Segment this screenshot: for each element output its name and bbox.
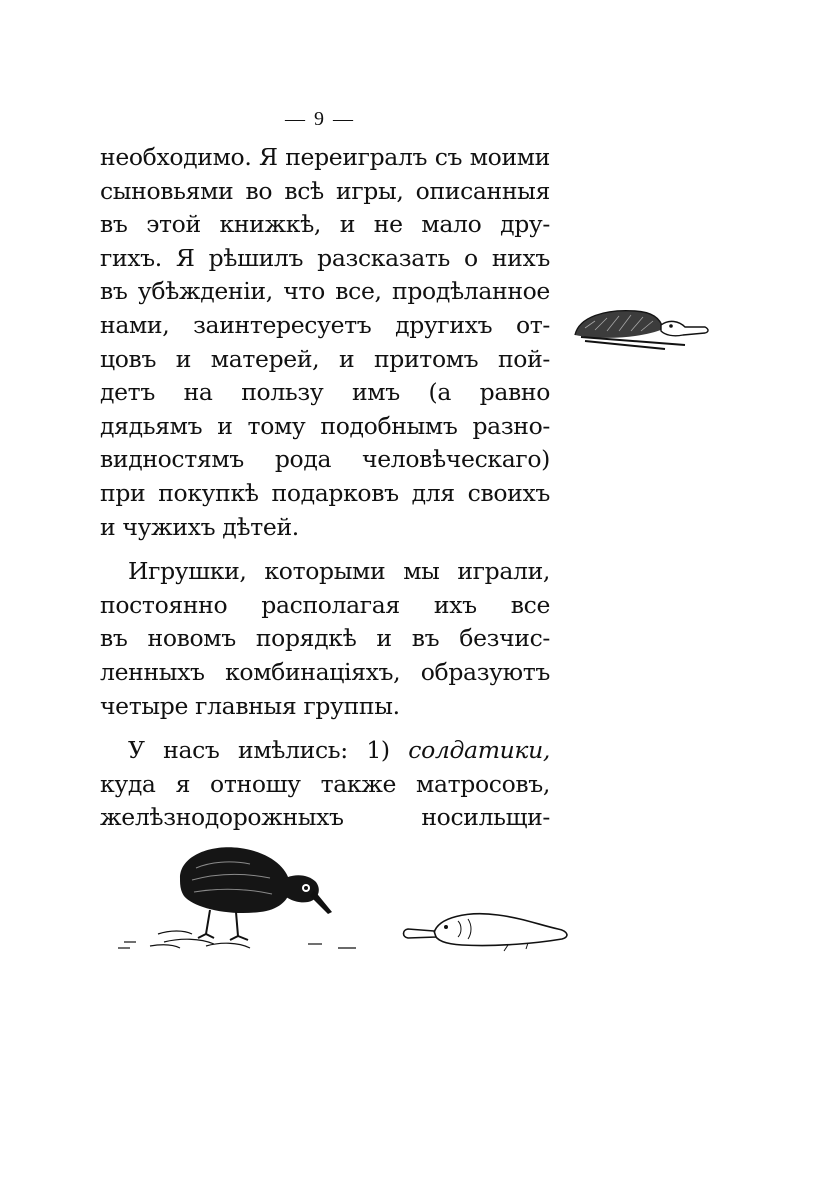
text-line: постоянно располагая ихъ все xyxy=(100,590,550,619)
text-line: въ новомъ порядкѣ и въ безчис- xyxy=(100,624,550,653)
text-line: четыре главныя группы. xyxy=(100,691,400,720)
text-line: цовъ и матерей, и притомъ пой- xyxy=(100,344,550,373)
text-line: въ этой книжкѣ, и не мало дру- xyxy=(100,210,550,239)
paragraph-3 xyxy=(100,734,550,835)
text-line: желѣзнодорожныхъ носильщи- xyxy=(100,803,550,832)
kiwi-illustration xyxy=(110,838,370,963)
paragraph-2 xyxy=(100,555,550,723)
text-line: гихъ. Я рѣшилъ разсказать о нихъ xyxy=(100,243,550,272)
page-number: — 9 — xyxy=(285,108,355,130)
text-line: дядьямъ и тому подобнымъ разно- xyxy=(100,411,550,440)
text-line: въ убѣжденіи, что все, продѣланное xyxy=(100,277,550,306)
text-line: и чужихъ дѣтей. xyxy=(100,512,299,541)
body-text xyxy=(100,141,550,835)
text-line: при покупкѣ подарковъ для своихъ xyxy=(100,478,550,507)
text-line: ленныхъ комбинаціяхъ, образуютъ xyxy=(100,657,550,686)
text-line: куда я отношу также матросовъ, xyxy=(100,769,550,798)
text-line: Игрушки, которыми мы играли, xyxy=(128,557,550,586)
emphasis-text: солдатики, xyxy=(408,736,550,765)
text-span: У насъ имѣлись: 1) xyxy=(128,736,409,765)
text-line: нами, заинтересуетъ другихъ от- xyxy=(100,310,550,339)
text-line: видностямъ рода человѣческаго) xyxy=(100,445,550,474)
text-line xyxy=(100,734,550,768)
text-line: детъ на пользу имъ (а равно xyxy=(100,378,550,407)
text-line: сыновьями во всѣ игры, описанныя xyxy=(100,176,550,205)
paragraph-1 xyxy=(100,141,550,544)
hedgehog-illustration xyxy=(565,303,715,363)
platypus-illustration xyxy=(398,905,578,955)
text-line: необходимо. Я переигралъ съ моими xyxy=(100,143,550,171)
